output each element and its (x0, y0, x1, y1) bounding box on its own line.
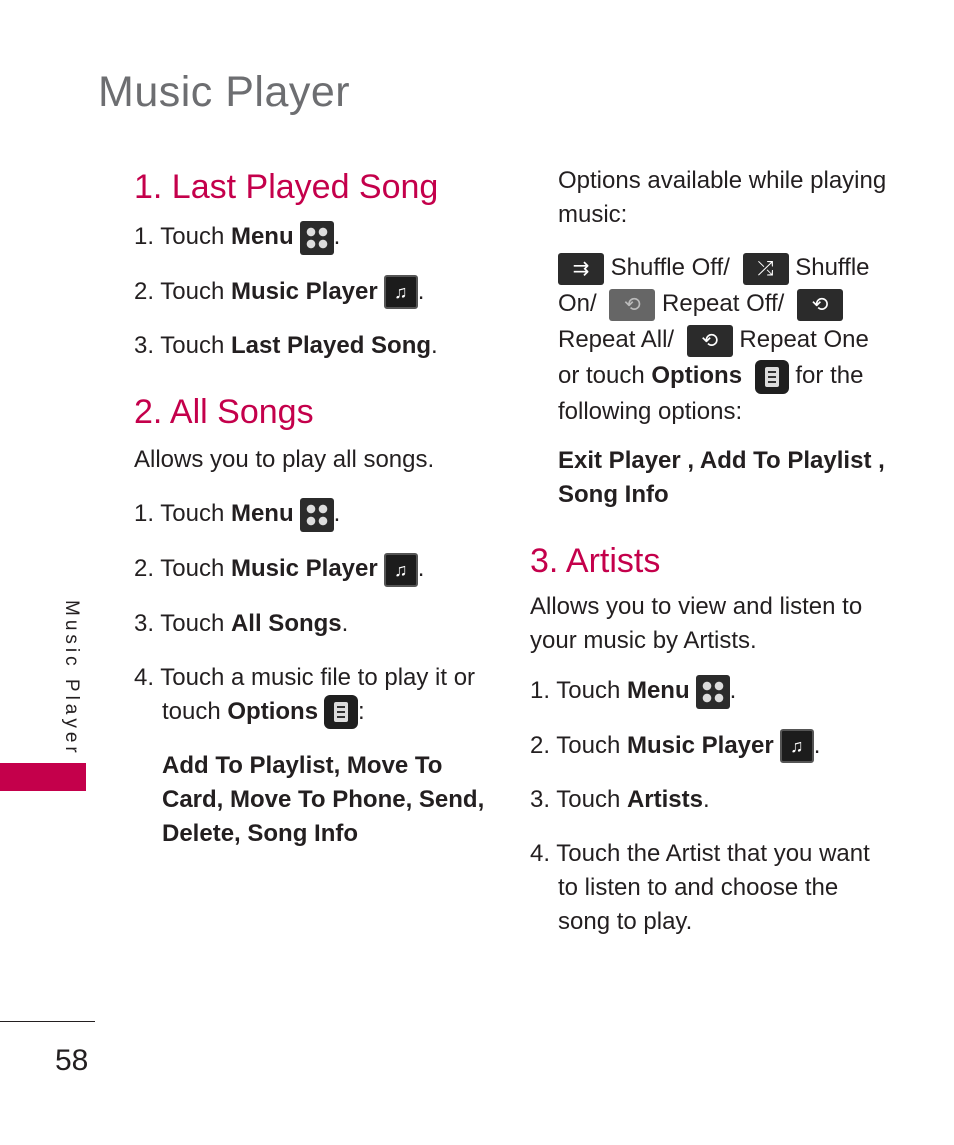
artists-intro: Allows you to view and listen to your music by Artists. (530, 593, 863, 654)
page-title: Music Player (98, 68, 351, 116)
step-4-touch-artist: 4. Touch the Artist that you want to listen to and choose the song to play. (530, 840, 870, 936)
shuffle-on-icon[interactable]: ⤮ (743, 253, 789, 285)
playback-options-list: Exit Player , Add To Playlist , Song Info (558, 447, 885, 508)
menu-grid-icon[interactable] (696, 675, 730, 709)
step-4-touch-file: 4. Touch a music file to play it or (134, 663, 476, 691)
menu-label: Menu (230, 223, 294, 250)
step-2-music-player: 2. Touch Music Player ♫ . (530, 729, 890, 764)
step-3-all-songs: 3. Touch All Songs. (134, 609, 349, 637)
repeat-off-icon[interactable]: ⟲ (609, 289, 655, 321)
music-note-icon[interactable]: ♫ (384, 553, 418, 587)
shuffle-off-icon[interactable]: ⇉ (558, 253, 604, 285)
playback-options-intro: Options available while playing music: (558, 167, 887, 228)
menu-grid-icon[interactable] (300, 221, 334, 255)
step-1-menu: 1. Touch Menu . (530, 674, 890, 709)
step-4-touch-options: touch Options : (134, 695, 494, 730)
step-3-artists: 3. Touch Artists. (530, 786, 710, 814)
all-songs-intro: Allows you to play all songs. (134, 446, 435, 474)
options-icon[interactable] (755, 360, 789, 394)
playback-controls-description: ⇉ Shuffle Off/ ⤮ Shuffle On/ ⟲ Repeat Off/ ⟲ Repeat All/ ⟲ Repeat One or touch Options for the following options: (558, 254, 870, 425)
music-note-icon[interactable]: ♫ (384, 275, 418, 309)
repeat-all-icon[interactable]: ⟲ (797, 289, 843, 321)
left-column (134, 164, 494, 851)
music-note-icon[interactable]: ♫ (780, 729, 814, 763)
step-3-last-played: 3. Touch Last Played Song. (134, 332, 438, 360)
step-2-music-player: 2. Touch Music Player ♫ . (134, 275, 494, 310)
all-songs-options-list: Add To Playlist, Move To Card, Move To Phone, Send, Delete, Song Info (162, 752, 485, 848)
page-number: 58 (55, 1044, 89, 1077)
side-tab-label: Music Player (61, 600, 82, 757)
section-heading-all-songs: 2. All Songs (134, 393, 314, 432)
footer-divider (0, 1021, 95, 1022)
section-heading-artists: 3. Artists (530, 542, 661, 580)
section-heading-last-played: 1. Last Played Song (134, 168, 439, 206)
menu-grid-icon[interactable] (300, 498, 334, 532)
right-column (530, 164, 890, 939)
step-2-music-player: 2. Touch Music Player ♫ . (134, 552, 494, 587)
step-1-menu: 1. Touch Menu . (134, 497, 494, 532)
step-1-menu: 1. Touch Menu . (134, 220, 494, 255)
repeat-one-icon[interactable]: ⟲ (687, 325, 733, 357)
options-icon[interactable] (324, 695, 358, 729)
side-tab-marker (0, 763, 86, 791)
